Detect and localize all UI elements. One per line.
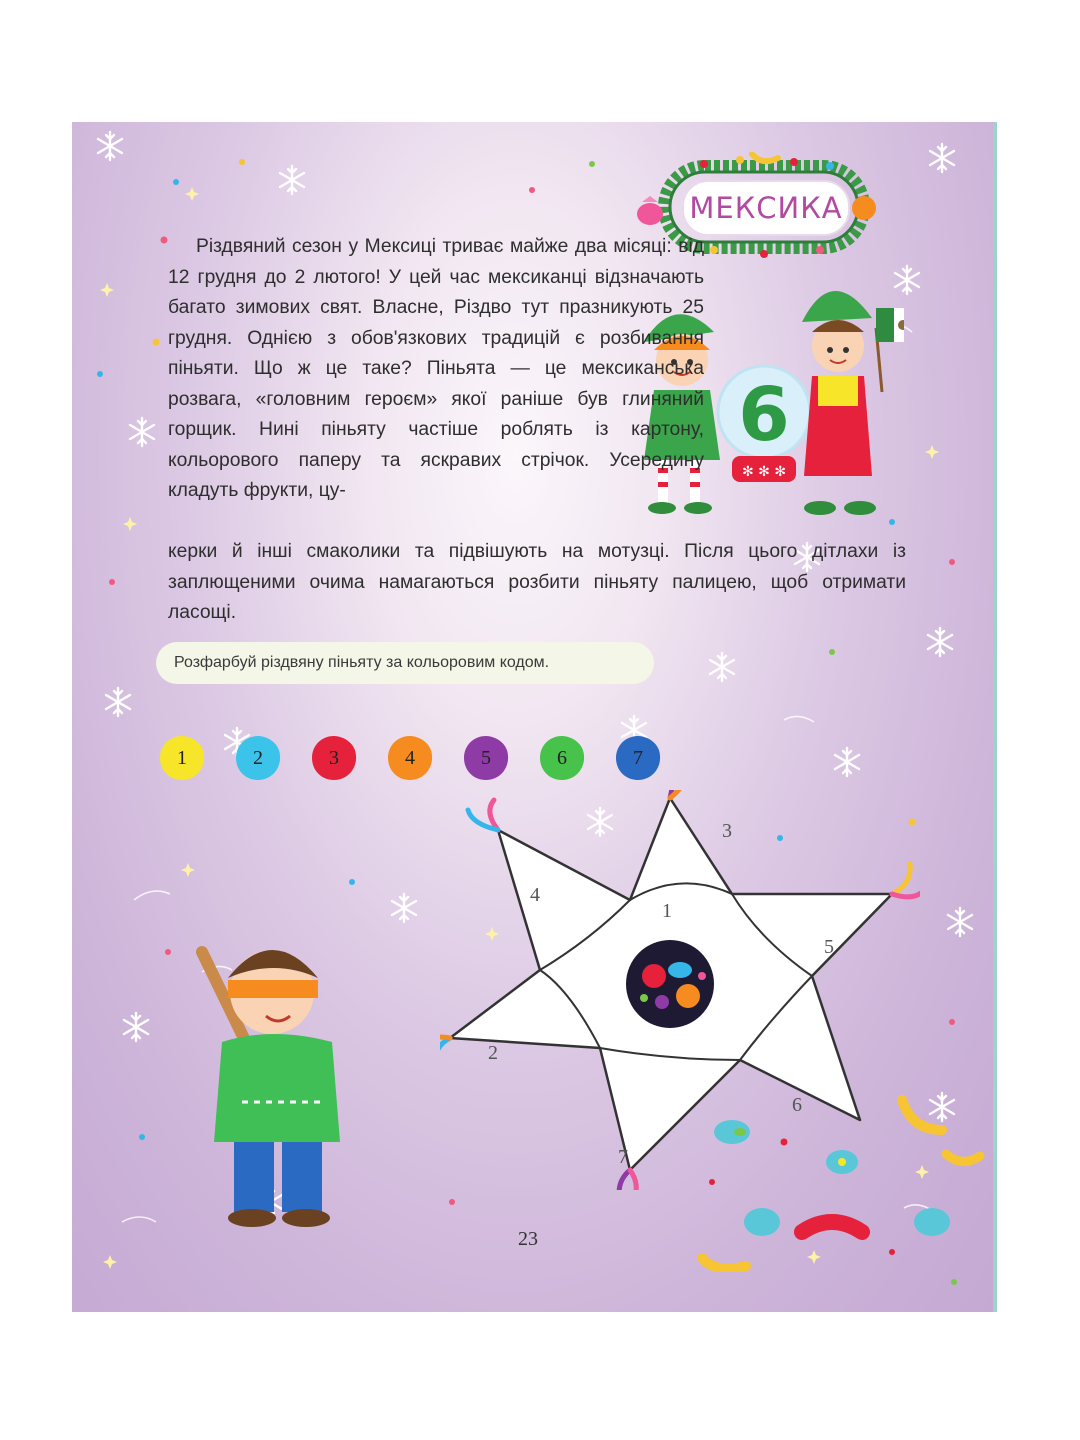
color-chip-number: 6 [557, 746, 567, 769]
pinata-region-1: 1 [662, 900, 672, 922]
mandarin-icon [852, 196, 876, 220]
snow-globe-icon [718, 366, 810, 482]
color-chip-number: 3 [329, 746, 339, 769]
instruction-text: Розфарбуй різдвяну піньяту за кольоровим кодом. [174, 654, 550, 671]
page-number: 23 [518, 1228, 538, 1250]
mexican-flag-icon [876, 308, 904, 392]
page-edge [993, 122, 997, 1312]
countdown-number: 6 [738, 372, 790, 458]
elf-boy-icon [802, 291, 876, 515]
color-chip-3 [310, 734, 358, 782]
color-chip-number: 7 [633, 746, 643, 769]
candy-icon [630, 192, 670, 232]
color-chip-5 [462, 734, 510, 782]
pinata-region-4: 4 [530, 884, 540, 906]
paragraph-end: керки й інші смаколики та підвішують на мотузці. Після цього дітлахи із заплющеними очима намагаються розбити піньяту палицею, щоб отримати ласощі. [168, 541, 906, 623]
color-chip-number: 5 [481, 746, 491, 769]
color-chip-2 [234, 734, 282, 782]
pinata-region-6: 6 [792, 1094, 802, 1116]
pinata-hole [626, 940, 714, 1028]
blindfold-icon [228, 980, 318, 998]
book-page [72, 122, 996, 1312]
pinata-region-7: 7 [618, 1146, 628, 1168]
instruction-box [156, 642, 654, 684]
heading-box [682, 180, 850, 236]
blindfolded-boy-illustration [182, 912, 382, 1232]
color-chip-1 [158, 734, 206, 782]
color-chip-6 [538, 734, 586, 782]
color-chip-number: 1 [177, 746, 187, 769]
sweets-illustration [692, 1072, 992, 1272]
svg-text:✻ ✻ ✻: ✻ ✻ ✻ [741, 464, 787, 480]
color-chip-number: 4 [405, 746, 415, 769]
color-chip-4 [386, 734, 434, 782]
banana-icon [902, 1100, 942, 1130]
banana-icon [946, 1154, 980, 1162]
pinata-region-2: 2 [488, 1042, 498, 1064]
color-chip-number: 2 [253, 746, 263, 769]
color-chip-7 [614, 734, 662, 782]
pinata-region-5: 5 [824, 936, 834, 958]
pinata-region-3: 3 [722, 820, 732, 842]
page-heading: МЕКСИКА [689, 191, 843, 225]
banana-icon [702, 1258, 746, 1269]
banana-icon [752, 154, 778, 161]
paragraph-start: Різдвяний сезон у Мексиці триває майже два місяці: від 12 грудня до 2 лютого! У цей час мексиканці відзначають багато зимових свят. Власне, Різдво тут празникують 25 грудня. Однією з обов'язкових традицій є розбивання піньяти. Що ж це таке? Піньята — це мексиканська розвага, «головним героєм» якої раніше був глиняний горщик. Нині піньяту частіше роблять із картону, кольорового паперу та яскравих стрічок. Усередину кладуть фрукти, цу- [168, 236, 704, 501]
